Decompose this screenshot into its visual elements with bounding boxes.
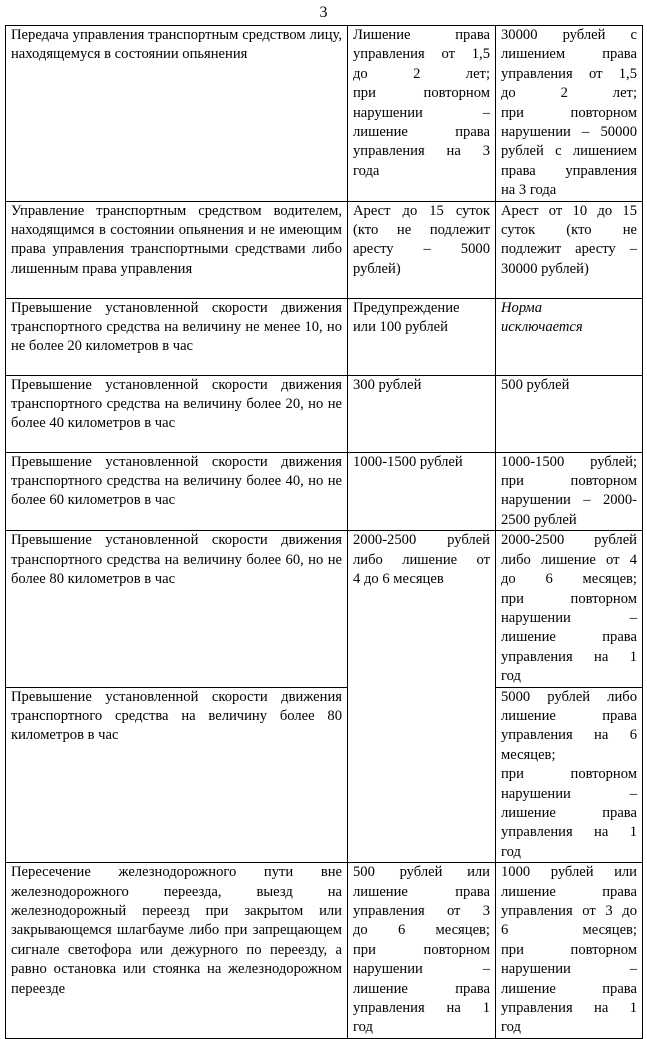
old-penalty-cell — [348, 298, 496, 375]
penalty-line: нарушении – — [501, 785, 637, 802]
offense-cell — [6, 375, 348, 452]
penalty-line: права управления — [501, 162, 637, 179]
old-penalty-cell — [348, 201, 496, 298]
penalty-line: до 6 месяцев; — [501, 571, 637, 588]
penalty-line: 1000-1500 рублей — [353, 453, 463, 470]
penalty-line: 6 месяцев; — [501, 922, 637, 939]
penalty-line: управления от 1,5 — [501, 65, 637, 82]
penalty-line: при повторном — [501, 766, 637, 783]
offense-cell — [6, 863, 348, 1039]
penalty-line: подлежит аресту – — [501, 241, 637, 258]
penalty-line: управления на 1 — [501, 648, 637, 665]
penalty-line: аресту – 5000 — [353, 241, 490, 258]
table-row — [6, 531, 643, 687]
new-penalty-cell — [496, 298, 643, 375]
penalty-line: при повторном — [501, 941, 637, 958]
penalty-line: Предупреждение — [353, 299, 460, 316]
penalty-line: 30000 рублей) — [501, 260, 589, 277]
penalty-line: при повторном — [501, 590, 637, 607]
penalty-line: суток (кто не — [501, 222, 637, 239]
penalty-line: 500 рублей — [501, 376, 570, 393]
penalty-line: исключается — [501, 319, 583, 336]
table-row — [6, 687, 643, 863]
penalty-line: 1000-1500 рублей; — [501, 453, 637, 470]
penalty-line: либо лишение от — [353, 551, 490, 568]
penalty-line: лишением права — [501, 46, 637, 63]
penalty-line: нарушении – — [353, 961, 490, 978]
penalty-line: лишение права — [353, 980, 490, 997]
new-penalty-cell — [496, 375, 643, 452]
offense-cell — [6, 26, 348, 202]
penalty-line: при повторном — [353, 85, 490, 102]
penalty-line: 1000 рублей или — [501, 864, 637, 881]
penalty-line: на 3 года — [501, 182, 557, 199]
offense-cell — [6, 298, 348, 375]
penalty-line: Лишение права — [353, 27, 490, 43]
penalty-line: либо лишение от 4 — [501, 551, 637, 568]
penalty-line: лишение права — [353, 124, 490, 141]
penalty-line: лишение права — [501, 980, 637, 997]
offense-text: Пересечение железнодорожного пути вне железнодорожного переезда, выезд на железнодорожный переезд при закрытом или закрывающемся шлагбауме либо при запрещающем сигнале светофора или дежурного по переезду, а равно остановка или стоянка на железнодорожном переезде — [11, 864, 342, 997]
penalty-line: Норма — [501, 299, 543, 316]
offense-cell — [6, 201, 348, 298]
penalty-line: управления на 6 — [501, 727, 637, 744]
offense-cell — [6, 531, 348, 687]
penalty-line: рублей с лишением — [501, 143, 637, 160]
penalty-line: 2000-2500 рублей — [353, 532, 490, 549]
penalty-line: год — [501, 1019, 521, 1036]
penalty-line: рублей) — [353, 260, 401, 277]
penalty-line: управления на 1 — [353, 1000, 490, 1017]
penalty-line: лишение права — [501, 629, 637, 646]
penalty-line: при повторном — [501, 473, 637, 490]
penalty-line: 5000 рублей либо — [501, 688, 637, 705]
new-penalty-cell — [496, 452, 643, 531]
new-penalty-cell — [496, 687, 643, 863]
penalty-line: нарушении – — [501, 609, 637, 626]
penalty-line: Арест до 15 суток — [353, 202, 490, 219]
page-number: 3 — [319, 4, 328, 21]
penalty-line: лишение права — [501, 707, 637, 724]
offense-text: Управление транспортным средством водителем, находящимся в состоянии опьянения и не имеющим права управления транспортными средствами либо лишенным права управления — [11, 202, 342, 277]
penalty-line: управления на 3 — [353, 143, 490, 160]
penalty-line: до 6 месяцев; — [353, 922, 490, 939]
penalty-line: 500 рублей или — [353, 864, 490, 881]
table-row — [6, 863, 643, 1039]
offense-cell — [6, 687, 348, 863]
penalty-line: нарушении – 2000- — [501, 492, 637, 509]
penalty-line: года — [353, 162, 380, 179]
penalty-line: год — [501, 668, 521, 685]
table-row — [6, 201, 643, 298]
penalty-line: лишение права — [353, 883, 490, 900]
new-penalty-cell — [496, 863, 643, 1039]
penalty-line: месяцев; — [501, 746, 556, 763]
penalty-line: 2500 рублей — [501, 511, 577, 528]
penalty-line: 2000-2500 рублей — [501, 532, 637, 549]
offense-text: Превышение установленной скорости движения транспортного средства на величину более 80 километров в час — [11, 688, 342, 744]
penalty-line: при повторном — [353, 941, 490, 958]
old-penalty-cell — [348, 863, 496, 1039]
penalty-line: 300 рублей — [353, 376, 422, 393]
offense-cell — [6, 452, 348, 531]
penalty-line: лишение права — [501, 804, 637, 821]
new-penalty-cell — [496, 531, 643, 687]
penalty-line: Арест от 10 до 15 — [501, 202, 637, 219]
penalty-line: при повторном — [501, 104, 637, 121]
old-penalty-cell — [348, 375, 496, 452]
old-penalty-cell — [348, 26, 496, 202]
new-penalty-cell — [496, 26, 643, 202]
old-penalty-cell — [348, 531, 496, 863]
offense-text: Превышение установленной скорости движения транспортного средства на величину не менее 10, но не более 20 километров в час — [11, 299, 342, 355]
new-penalty-cell — [496, 201, 643, 298]
penalty-line: год — [353, 1019, 373, 1036]
table-row — [6, 26, 643, 202]
penalty-line: (кто не подлежит — [353, 222, 490, 239]
penalty-line: до 2 лет; — [501, 85, 637, 102]
penalty-line: до 2 лет; — [353, 65, 490, 82]
table-row — [6, 452, 643, 531]
penalty-line: управления от 1,5 — [353, 46, 490, 63]
penalty-line: нарушении – — [353, 104, 490, 121]
penalty-line: 30000 рублей с — [501, 27, 637, 43]
offense-text: Превышение установленной скорости движения транспортного средства на величину более 40, но не более 60 километров в час — [11, 453, 342, 509]
penalty-line: управления от 3 — [353, 903, 490, 919]
penalty-line: управления на 1 — [501, 824, 637, 841]
penalty-line: управления от 3 до — [501, 903, 637, 919]
penalty-table — [5, 25, 643, 1039]
table-row — [6, 298, 643, 375]
offense-text: Превышение установленной скорости движения транспортного средства на величину более 60, но не более 80 километров в час — [11, 532, 342, 588]
offense-text: Превышение установленной скорости движения транспортного средства на величину более 20, но не более 40 километров в час — [11, 376, 342, 432]
penalty-line: год — [501, 843, 521, 860]
penalty-line: нарушении – — [501, 961, 637, 978]
offense-text: Передача управления транспортным средством лицу, находящемуся в состоянии опьянения — [11, 27, 342, 63]
penalty-line: управления на 1 — [501, 1000, 637, 1017]
table-row — [6, 375, 643, 452]
penalty-line: или 100 рублей — [353, 319, 448, 336]
penalty-line: 4 до 6 месяцев — [353, 571, 444, 588]
old-penalty-cell — [348, 452, 496, 531]
penalty-line: лишение права — [501, 883, 637, 900]
penalty-line: нарушении – 50000 — [501, 124, 637, 141]
